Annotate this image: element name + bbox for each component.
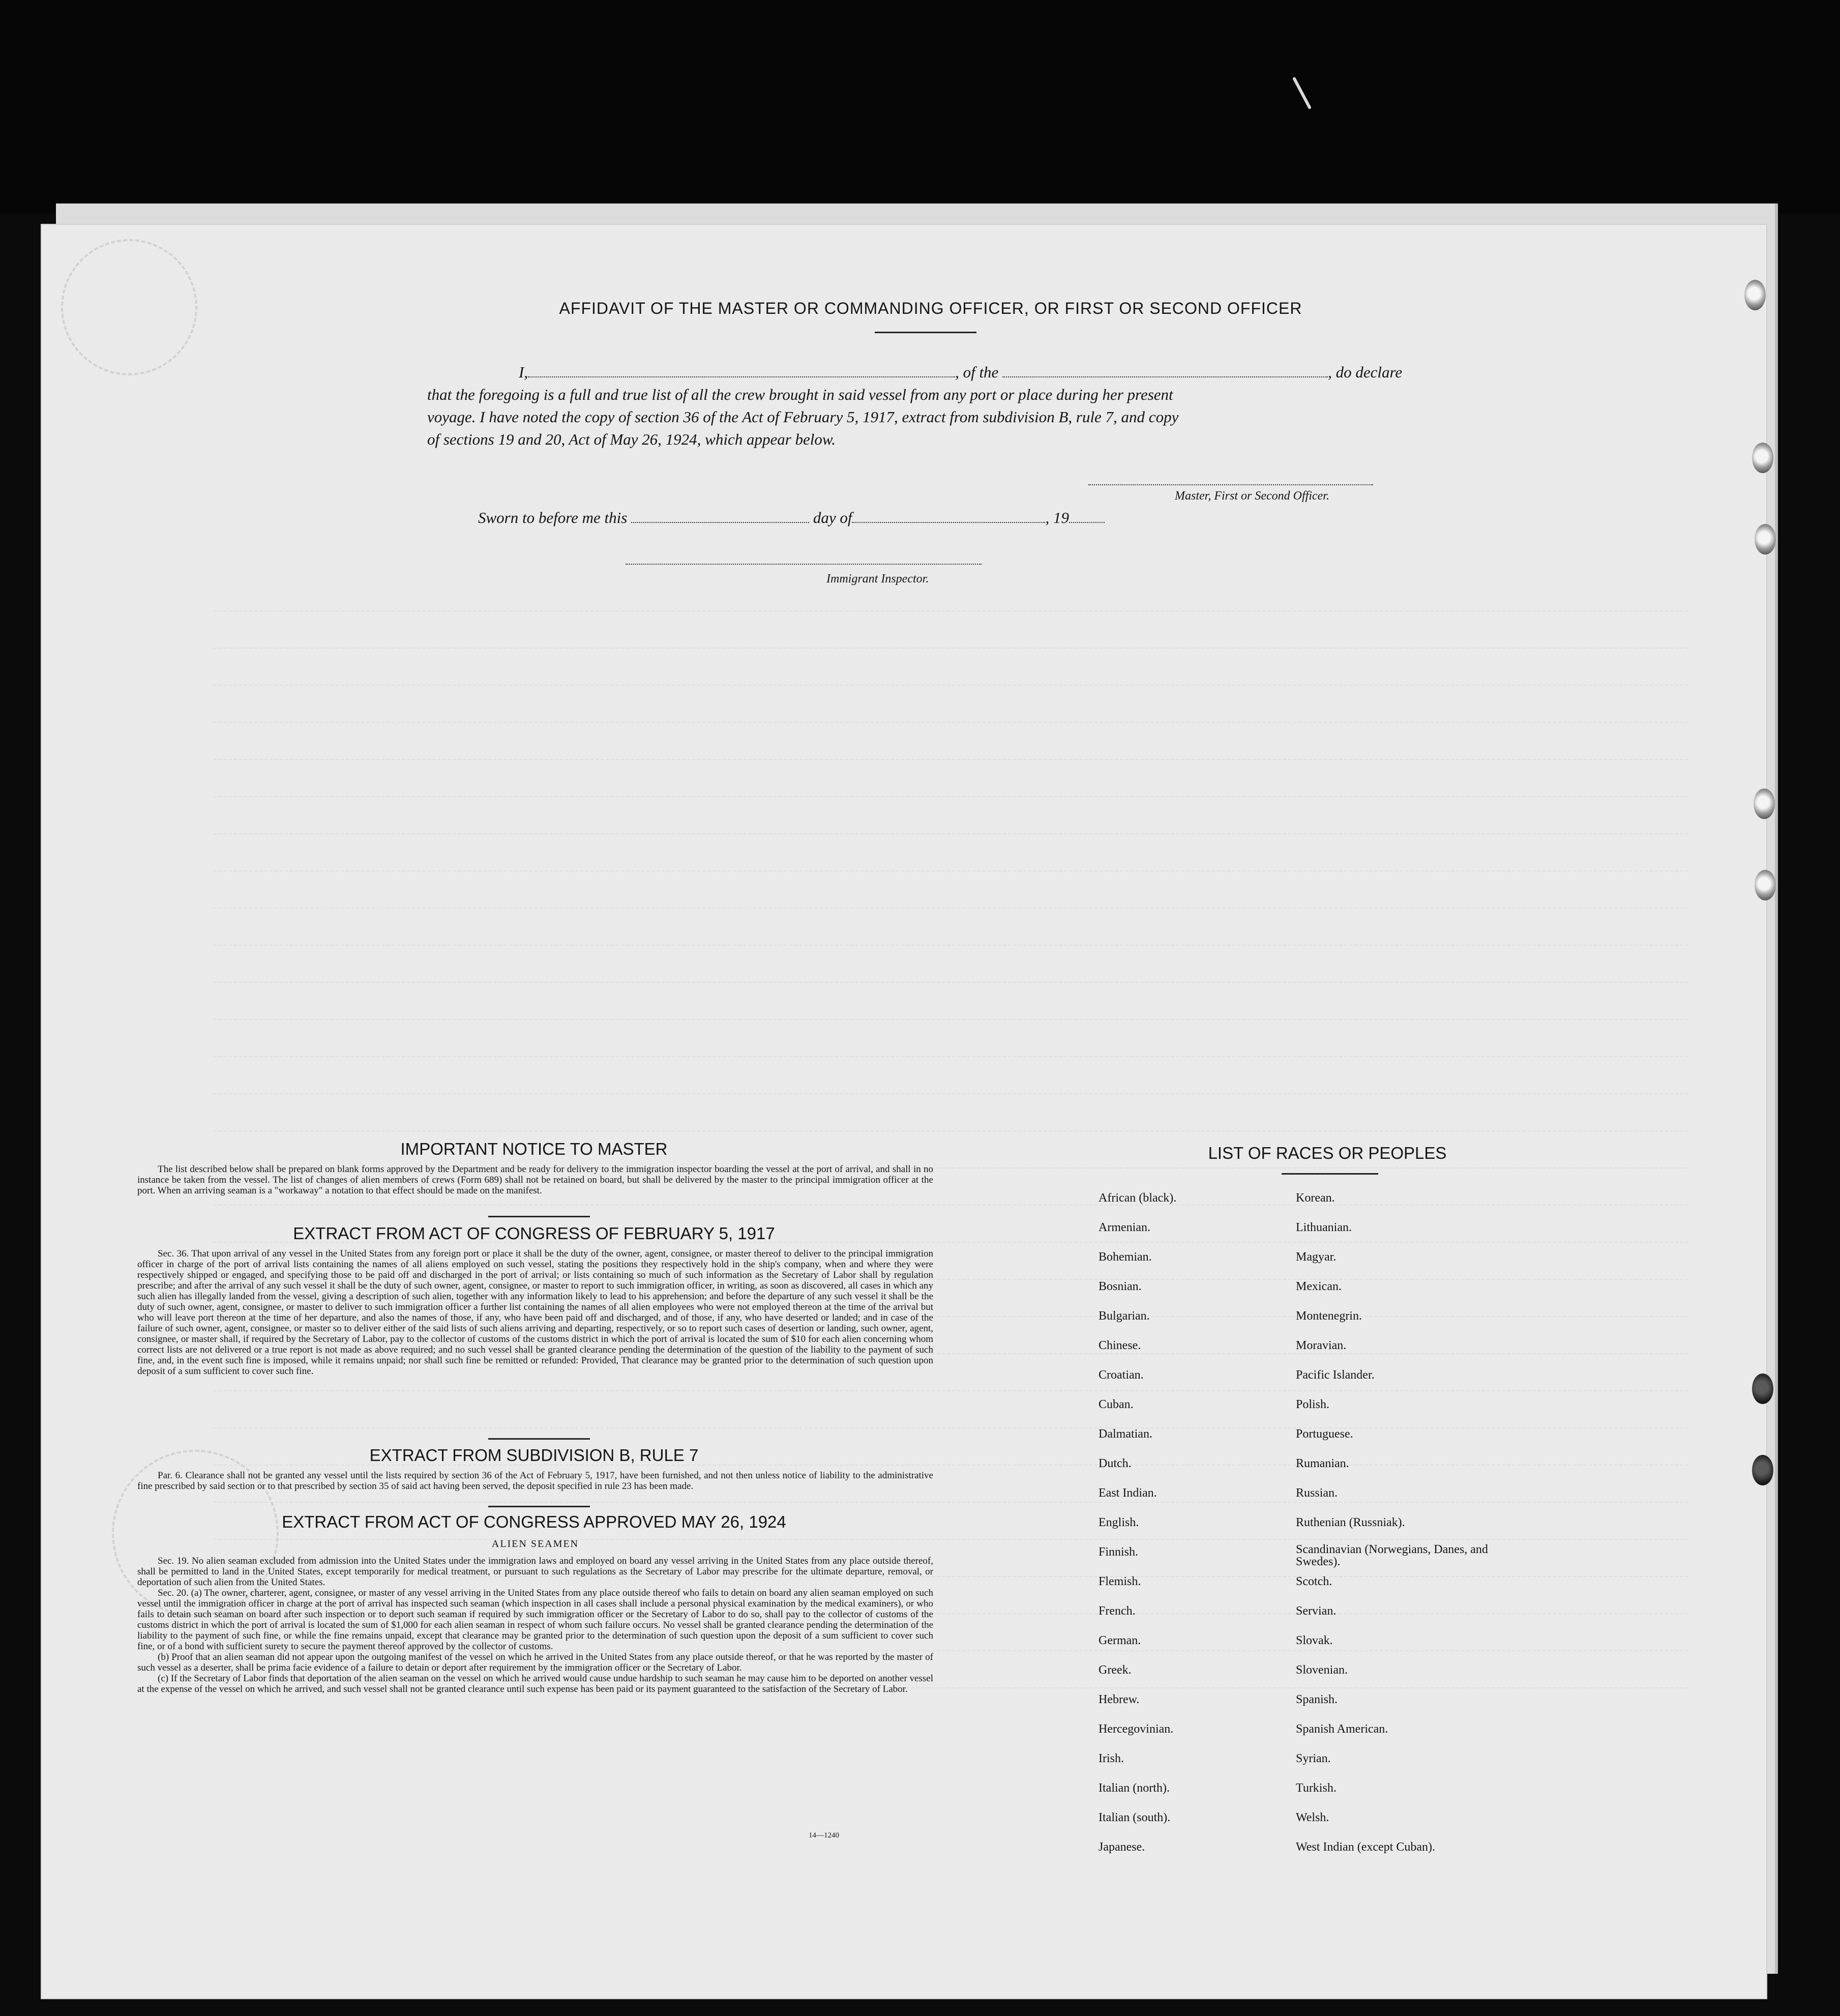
- race-item: English.: [1099, 1516, 1139, 1529]
- race-item: Italian (south).: [1099, 1811, 1171, 1824]
- bleed-row: [214, 1390, 1688, 1403]
- section-rule: [488, 1506, 590, 1507]
- race-item: Hebrew.: [1099, 1693, 1140, 1706]
- race-item: Finnish.: [1099, 1545, 1139, 1559]
- bleed-through: [41, 224, 1767, 1999]
- race-item: Flemish.: [1099, 1575, 1141, 1588]
- race-item: Magyar.: [1296, 1250, 1337, 1264]
- race-item: Moravian.: [1296, 1339, 1347, 1352]
- year-blank[interactable]: [1069, 512, 1105, 523]
- race-item: West Indian (except Cuban).: [1296, 1840, 1435, 1854]
- name-blank[interactable]: [528, 366, 955, 377]
- alien-seamen-subtitle: ALIEN SEAMEN: [491, 1538, 579, 1550]
- bleed-row: [214, 1427, 1688, 1440]
- race-item: Mexican.: [1296, 1280, 1342, 1293]
- bleed-row: [214, 610, 1688, 623]
- punch-hole: [1752, 1455, 1773, 1485]
- race-item: Lithuanian.: [1296, 1221, 1352, 1234]
- bleed-row: [214, 1019, 1688, 1031]
- race-item: Armenian.: [1099, 1221, 1150, 1234]
- races-rule: [1282, 1173, 1378, 1175]
- race-item: Irish.: [1099, 1752, 1124, 1765]
- race-item: Bohemian.: [1099, 1250, 1152, 1264]
- form-number: 14—1240: [809, 1831, 839, 1839]
- race-item: Slovak.: [1296, 1634, 1333, 1647]
- extract-rule7-title: EXTRACT FROM SUBDIVISION B, RULE 7: [369, 1446, 699, 1465]
- notice-title: IMPORTANT NOTICE TO MASTER: [400, 1140, 668, 1158]
- document-page: [41, 224, 1767, 1999]
- extract-1924-title: EXTRACT FROM ACT OF CONGRESS APPROVED MAY 26, 1924: [282, 1512, 786, 1531]
- race-item: Bulgarian.: [1099, 1309, 1150, 1323]
- race-item: French.: [1099, 1604, 1136, 1618]
- race-item: Russian.: [1296, 1486, 1338, 1500]
- race-item: German.: [1099, 1634, 1141, 1647]
- section-rule: [488, 1216, 590, 1217]
- inspector-caption: Immigrant Inspector.: [826, 572, 929, 586]
- race-item: Slovenian.: [1296, 1663, 1348, 1677]
- race-item: Polish.: [1296, 1398, 1330, 1411]
- faint-seal: [61, 239, 197, 375]
- race-item: Montenegrin.: [1296, 1309, 1362, 1323]
- master-caption: Master, First or Second Officer.: [1175, 489, 1329, 503]
- film-border: [0, 0, 1840, 214]
- bleed-row: [214, 1093, 1688, 1105]
- punch-hole: [1752, 443, 1773, 473]
- race-item: African (black).: [1099, 1191, 1177, 1205]
- master-signature-line[interactable]: [1088, 484, 1373, 485]
- race-item: Scotch.: [1296, 1575, 1332, 1588]
- title-rule: [875, 332, 976, 333]
- bleed-row: [214, 685, 1688, 697]
- day-blank[interactable]: [631, 512, 809, 523]
- punch-hole: [1755, 524, 1776, 554]
- bleed-row: [214, 870, 1688, 883]
- affidavit-line-3: voyage. I have noted the copy of section 36 of the Act of February 5, 1917, extract from subdivision B, rule 7, and copy: [427, 408, 1179, 426]
- vessel-blank[interactable]: [1002, 366, 1328, 377]
- punch-hole: [1755, 870, 1776, 900]
- race-item: Syrian.: [1296, 1752, 1331, 1765]
- affidavit-text: [427, 361, 1439, 451]
- inspector-signature-line[interactable]: [626, 564, 982, 565]
- bleed-row: [214, 833, 1688, 845]
- bleed-row: [214, 648, 1688, 660]
- race-item: Korean.: [1296, 1191, 1335, 1205]
- race-item: Hercegovinian.: [1099, 1722, 1174, 1736]
- section-rule: [488, 1438, 590, 1440]
- affidavit-line-4: of sections 19 and 20, Act of May 26, 1924, which appear below.: [427, 430, 836, 448]
- race-item: Spanish American.: [1296, 1722, 1388, 1736]
- extract-1917-text: Sec. 36. That upon arrival of any vessel in the United States from any foreign port or place it shall be the duty of the owner, agent, consignee, or master thereof to deliver to the principal immigration officer in charge of the port of arrival lists containing the names of all aliens employed on such vessel, stating the positions they respectively hold in the ship's company, when and where they were respectively shipped or engaged, and specifying those to be paid off and discharged in the port of arrival; or lists containing so much of such information as the Secretary of Labor shall by regulation prescribe; and after the arrival of any such vessel it shall be the duty of such owner, agent, consignee, or master to report to such immigration officer, in writing, as soon as discovered, all cases in which any such alien has illegally landed from the vessel, giving a description of such alien, together with any information likely to lead to his apprehension; and before the departure of any such vessel it shall be the duty of such owner, agent, consignee, or master to deliver to such immigration officer a further list containing the names of all alien employees who were not employed thereon at the time of the arrival but who will leave port thereon at the time of her departure, and also the names of those, if any, who have been paid off and discharged, and of those, if any, who have deserted or landed; and in case of the failure of such owner, agent, consignee, or master so to deliver either of the said lists of such aliens arriving and departing, respectively, or so to report such cases of desertion or landing, such owner, agent, consignee, or master shall, if required by the Secretary of Labor, pay to the collector of customs of the customs district in which the port of arrival is located the sum of $10 for each alien concerning whom correct lists are not delivered or a true report is not made as above required; and no such vessel shall be granted clearance pending the determination of the question of the liability to the payment of such fine, and, in the event such fine is imposed, while it remains unpaid; nor shall such fine be remitted or refunded: Provided, That clearance may be granted prior to the determination of such question upon deposit of a sum sufficient to cover such fine.: [137, 1248, 933, 1377]
- race-item: Croatian.: [1099, 1368, 1144, 1382]
- race-item: East Indian.: [1099, 1486, 1157, 1500]
- extract-rule7-text: Par. 6. Clearance shall not be granted any vessel until the lists required by section 36 of the Act of February 5, 1917, have been furnished, and not then unless notice of liability to the administrative fine prescribed by said section or to that prescribed by section 35 of said act having been served, the deposit specified in rule 23 has been made.: [137, 1470, 933, 1492]
- affidavit-line-1: I, , of the , do declare: [519, 363, 1403, 381]
- bleed-row: [214, 796, 1688, 808]
- affidavit-title: AFFIDAVIT OF THE MASTER OR COMMANDING OFFICER, OR FIRST OR SECOND OFFICER: [559, 299, 1302, 317]
- race-item: Rumanian.: [1296, 1457, 1349, 1470]
- affidavit-line-2: that the foregoing is a full and true list of all the crew brought in said vessel from any port or place during her present: [427, 386, 1173, 403]
- race-item: Servian.: [1296, 1604, 1337, 1618]
- bleed-row: [214, 759, 1688, 771]
- bleed-row: [214, 1056, 1688, 1068]
- race-item: Dutch.: [1099, 1457, 1132, 1470]
- race-item: Welsh.: [1296, 1811, 1329, 1824]
- bleed-row: [214, 722, 1688, 734]
- race-item: Portuguese.: [1296, 1427, 1353, 1441]
- race-item: Turkish.: [1296, 1781, 1337, 1795]
- extract-1917-title: EXTRACT FROM ACT OF CONGRESS OF FEBRUARY 5, 1917: [293, 1224, 775, 1243]
- race-item: Chinese.: [1099, 1339, 1141, 1352]
- punch-hole: [1754, 788, 1775, 819]
- race-item: Ruthenian (Russniak).: [1296, 1516, 1405, 1529]
- extract-1924-text: Sec. 19. No alien seaman excluded from admission into the United States under the immigration laws and employed on board any vessel arriving in the United States from any place outside thereof, shall be permitted to land in the United States, except temporarily for medical treatment, or pursuant to such regulations as the Secretary of Labor may prescribe for the ultimate departure, removal, or deportation of such alien from the United States. Sec. 20. (a) The owner, charterer, agent, consignee, or master of any vessel arriving in the United States from any place outside thereof who fails to detain on board any alien seaman employed on such vessel until the immigration officer in charge at the port of arrival has inspected such seaman (which inspection in all cases shall include a personal physical examination by the medical examiners), or who fails to detain such seaman on board after such inspection or to deport such seaman if required by such immigration officer or the Secretary of Labor to do so, shall pay to the collector of customs of the customs district in which the port of arrival is located the sum of $1,000 for each alien seaman in respect of whom such failure occurs. No vessel shall be granted clearance pending the determination of the liability to the payment of such fine, or while the fine remains unpaid, except that clearance may be granted prior to the determination of such question upon the deposit of a sum sufficient to cover such fine, or of a bond with sufficient surety to secure the payment thereof approved by the collector of customs. (b) Proof that an alien seaman did not appear upon the outgoing manifest of the vessel on which he arrived in the United States from any place outside thereof, or that he was reported by the master of such vessel as a deserter, shall be prima facie evidence of a failure to detain or deport after requirement by the immigration officer or the Secretary of Labor. (c) If the Secretary of Labor finds that deportation of the alien seaman on the vessel on which he arrived would cause undue hardship to such seaman he may cause him to be deported on another vessel at the expense of the vessel on which he arrived, and such vessel shall not be granted clearance until such expense has been paid or its payment guaranteed to the satisfaction of the Secretary of Labor.: [137, 1556, 933, 1694]
- bleed-row: [214, 908, 1688, 920]
- notice-text: The list described below shall be prepared on blank forms approved by the Department and be ready for delivery to the immigration inspector boarding the vessel at the port of arrival, and shall in no instance be taken from the vessel. The list of changes of alien members of crews (Form 689) shall not be retained on board, but shall be delivered by the master to the principal immigration officer at the port. When an arriving seaman is a "workaway" a notation to that effect should be made on the manifest.: [137, 1164, 933, 1196]
- punch-hole: [1744, 280, 1766, 310]
- race-item: Bosnian.: [1099, 1280, 1142, 1293]
- race-item: Dalmatian.: [1099, 1427, 1152, 1441]
- race-item: Scandinavian (Norwegians, Danes, and Swedes).: [1296, 1543, 1488, 1568]
- race-item: Greek.: [1099, 1663, 1132, 1677]
- punch-hole: [1752, 1374, 1773, 1404]
- race-item: Japanese.: [1099, 1840, 1145, 1854]
- race-item: Pacific Islander.: [1296, 1368, 1375, 1382]
- bleed-row: [214, 982, 1688, 994]
- sworn-line: Sworn to before me this day of , 19: [478, 507, 1292, 529]
- bleed-row: [214, 945, 1688, 957]
- race-item: Cuban.: [1099, 1398, 1134, 1411]
- bleed-row: [214, 1205, 1688, 1217]
- race-item: Spanish.: [1296, 1693, 1338, 1706]
- race-item: Italian (north).: [1099, 1781, 1170, 1795]
- races-title: LIST OF RACES OR PEOPLES: [1208, 1144, 1447, 1162]
- month-blank[interactable]: [852, 512, 1045, 523]
